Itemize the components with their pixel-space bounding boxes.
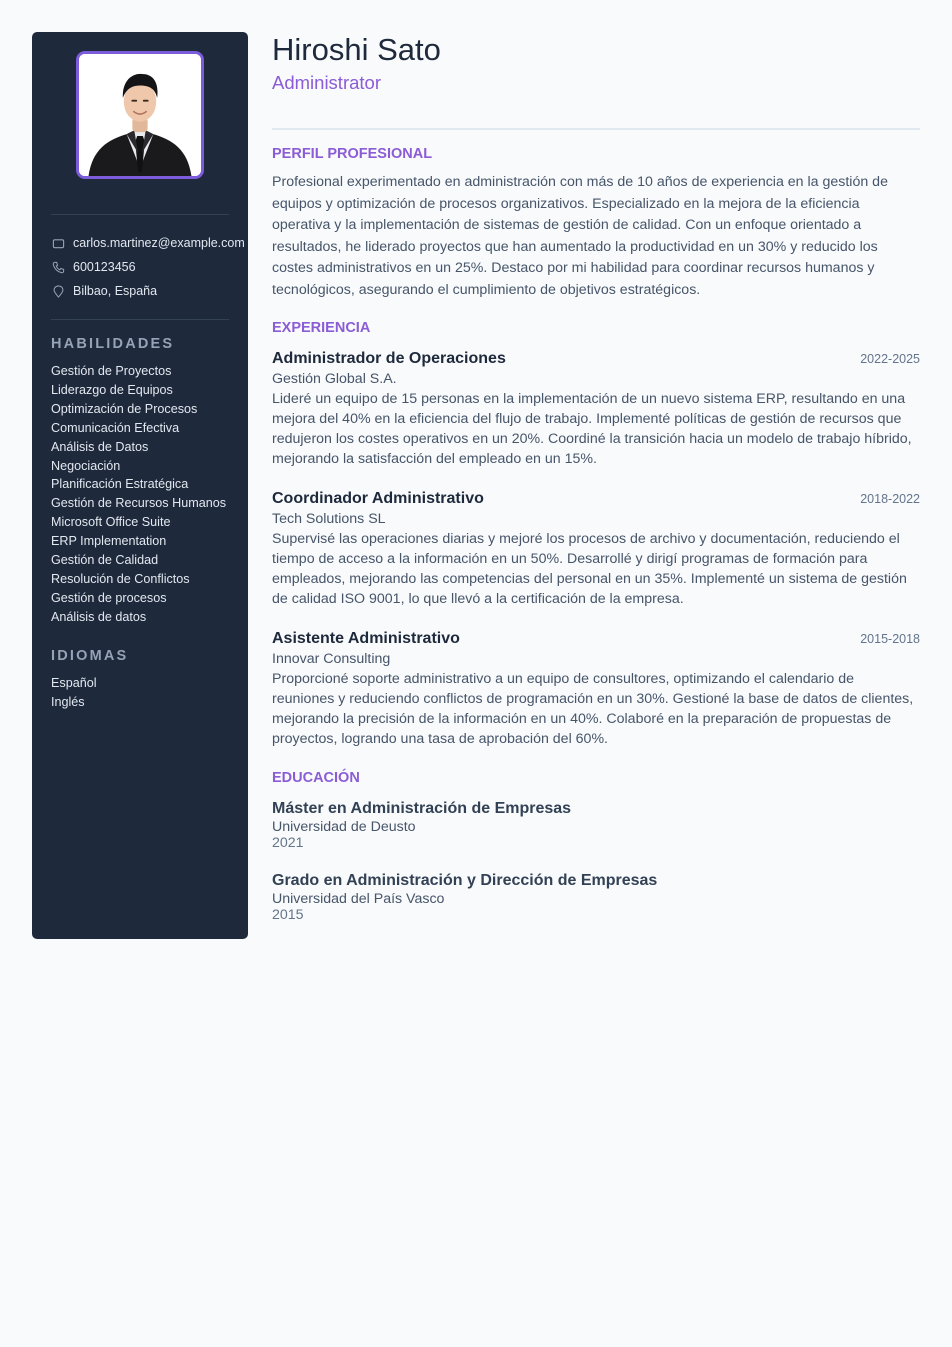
school-name: Universidad del País Vasco xyxy=(272,891,445,907)
email-text: carlos.martinez@example.com xyxy=(73,236,245,250)
education-section xyxy=(272,769,920,923)
job-company: Gestión Global S.A. xyxy=(272,371,397,387)
school-name: Universidad de Deusto xyxy=(272,819,416,835)
graduation-year: 2021 xyxy=(272,835,304,851)
skill-item: Gestión de Recursos Humanos xyxy=(51,496,226,511)
header-divider xyxy=(272,128,920,130)
skill-item: Gestión de procesos xyxy=(51,590,167,605)
graduation-year: 2015 xyxy=(272,907,304,923)
skill-item: Liderazgo de Equipos xyxy=(51,382,173,397)
experience-section xyxy=(272,319,920,749)
experience-item xyxy=(272,629,920,749)
skill-item: Planificación Estratégica xyxy=(51,477,189,492)
degree-title: Máster en Administración de Empresas xyxy=(272,800,572,817)
summary-text: Profesional experimentado en administración con más de 10 años de experiencia en la gestión de equipos y optimización de procesos organizativos. Especializado en la mejora de la eficiencia operativa y la implementación de sistemas de gestión de calidad. Con un enfoque orientado a resultados, he liderado proyectos que han aumentado la productividad en un 30% y reducido los costes administrativos en un 25%. Destaco por mi habilidad para coordinar recursos humanos y tecnológicos, asegurando el cumplimiento de objetivos estratégicos. xyxy=(272,174,888,298)
contact-email[interactable] xyxy=(51,231,251,255)
skill-item: ERP Implementation xyxy=(51,534,167,549)
job-title: Coordinador Administrativo xyxy=(272,490,484,507)
sidebar xyxy=(32,32,248,939)
skills-list xyxy=(51,362,241,627)
sidebar-divider xyxy=(51,214,229,215)
person-photo-icon xyxy=(79,54,201,176)
skill-item: Gestión de Calidad xyxy=(51,553,159,568)
mail-icon xyxy=(51,236,65,250)
sidebar-divider xyxy=(51,319,229,320)
language-item: Inglés xyxy=(51,694,85,709)
skill-item: Gestión de Proyectos xyxy=(51,364,172,378)
candidate-name: Hiroshi Sato xyxy=(272,32,441,67)
job-title: Administrador de Operaciones xyxy=(272,350,506,367)
skill-item: Análisis de Datos xyxy=(51,439,149,454)
education-item xyxy=(272,871,920,923)
job-title: Asistente Administrativo xyxy=(272,630,460,647)
section-heading: EXPERIENCIA xyxy=(272,320,371,336)
skill-item: Negociación xyxy=(51,458,121,473)
candidate-role: Administrator xyxy=(272,72,381,93)
contact-location xyxy=(51,279,251,303)
skill-item: Análisis de datos xyxy=(51,609,147,624)
section-heading: PERFIL PROFESIONAL xyxy=(272,146,433,162)
skill-item: Microsoft Office Suite xyxy=(51,515,171,530)
phone-text: 600123456 xyxy=(73,260,136,274)
experience-item xyxy=(272,349,920,469)
job-description: Lideré un equipo de 15 personas en la implementación de un nuevo sistema ERP, resultando en una mejora del 40% en la eficiencia del flujo de trabajo. Implementé políticas de gestión de recursos que redujeron los costes operativos en un 20%. Coordiné la transición hacia un modelo de trabajo híbrido, mejorando la satisfacción del empleado en un 15%. xyxy=(272,391,912,467)
job-description: Supervisé las operaciones diarias y mejoré los procesos de archivo y documentación, reduciendo el tiempo de acceso a la información en un 50%. Desarrollé y dirigí programas de formación para empleados, mejorando las competencias del personal en un 35%. Implementé un sistema de gestión de calidad ISO 9001, lo que llevó a la certificación de la empresa. xyxy=(272,531,907,607)
location-text: Bilbao, España xyxy=(73,284,158,298)
language-item: Español xyxy=(51,676,97,690)
job-company: Innovar Consulting xyxy=(272,651,391,667)
section-heading: EDUCACIÓN xyxy=(272,770,360,786)
degree-title: Grado en Administración y Dirección de Empresas xyxy=(272,872,658,889)
contact-info xyxy=(51,231,251,303)
skills-heading: HABILIDADES xyxy=(51,336,175,352)
education-item xyxy=(272,799,920,851)
summary-section xyxy=(272,145,920,301)
skill-item: Resolución de Conflictos xyxy=(51,571,190,586)
experience-item xyxy=(272,489,920,609)
skill-item: Comunicación Efectiva xyxy=(51,420,180,435)
job-dates: 2015-2018 xyxy=(860,632,920,646)
job-company: Tech Solutions SL xyxy=(272,511,386,527)
languages-heading: IDIOMAS xyxy=(51,648,129,664)
profile-photo xyxy=(76,51,204,179)
job-dates: 2018-2022 xyxy=(860,492,920,506)
contact-phone[interactable] xyxy=(51,255,251,279)
main-content xyxy=(272,32,920,923)
phone-icon xyxy=(51,260,65,274)
job-description: Proporcioné soporte administrativo a un equipo de consultores, optimizando el calendario de reuniones y reduciendo conflictos de programación en un 30%. Gestioné la base de datos de clientes, mejorando la precisión de la información en un 40%. Colaboré en la preparación de propuestas de proyectos, logrando una tasa de aprobación del 60%. xyxy=(272,671,914,747)
skill-item: Optimización de Procesos xyxy=(51,401,198,416)
location-pin-icon xyxy=(51,284,65,298)
job-dates: 2022-2025 xyxy=(860,352,920,366)
languages-list xyxy=(51,674,241,712)
